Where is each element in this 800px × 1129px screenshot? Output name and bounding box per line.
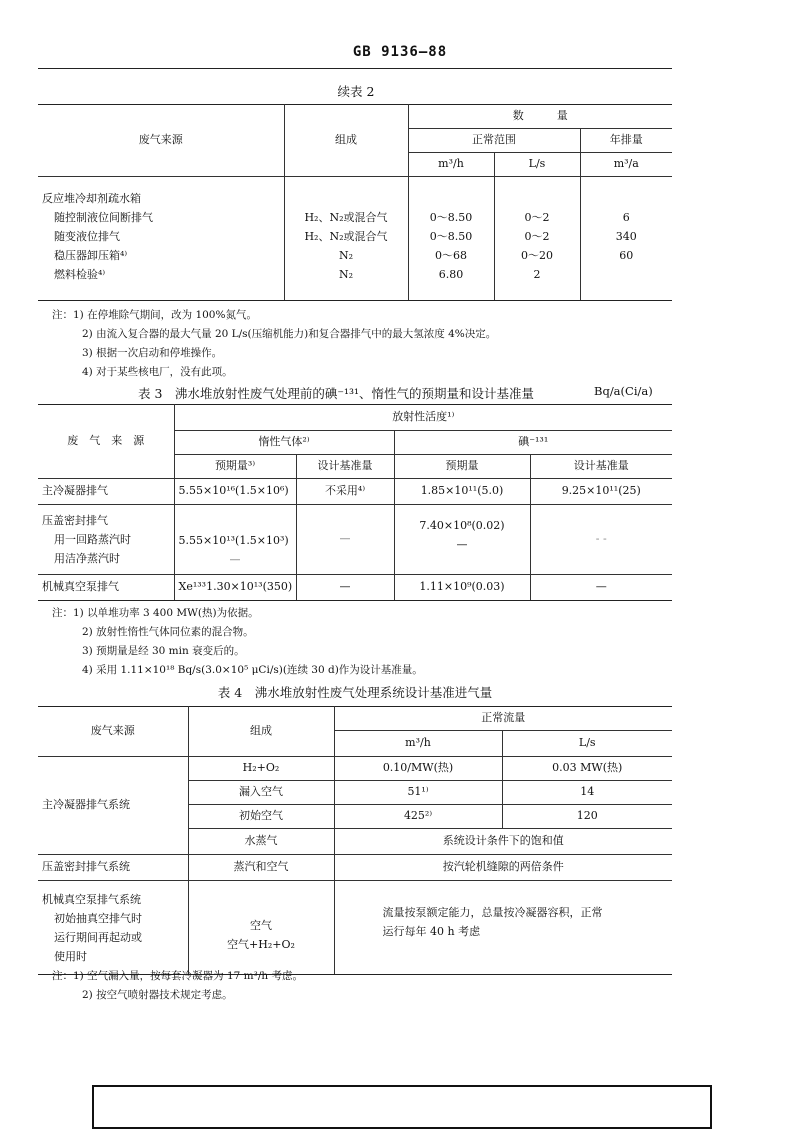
t2-row-annual: 340 (615, 230, 637, 243)
t3-row2-source-line: 用洁净蒸汽时 (54, 552, 120, 565)
t2-row-m3h: 0～68 (435, 249, 467, 262)
t2-head-annual: 年排量 (580, 129, 672, 153)
t2-row-ls: 0～2 (524, 211, 550, 224)
t4-head-flow: 正常流量 (334, 707, 672, 731)
table3-title: 表 3 沸水堆放射性废气处理前的碘⁻¹³¹、惰性气的预期量和设计基准量 (138, 386, 535, 401)
t3-head-expected: 预期量³⁾ (174, 455, 296, 479)
note: 4) 对于某些核电厂，没有此项。 (82, 366, 233, 378)
t2-row-ls: 0～2 (524, 230, 550, 243)
t3-row2-source (38, 505, 174, 575)
t4-steam-comp: 水蒸气 (188, 829, 334, 855)
t3-row2-source-line: 用一回路蒸汽时 (54, 533, 131, 546)
t3-head-source: 废 气 来 源 (38, 405, 174, 479)
t4-main-ls: 14 (502, 781, 672, 805)
t3-row2-design: — (296, 505, 394, 575)
t3-row2-expected (174, 505, 296, 575)
document-code: GB 9136—88 (352, 44, 448, 60)
t2-row-annual: 6 (622, 211, 630, 224)
t2-notes (52, 306, 496, 382)
note: 3) 预期量是经 30 min 衰变后的。 (82, 645, 245, 657)
t2-row-m3h: 6.80 (438, 268, 464, 281)
table2-title: 续表 2 (337, 84, 375, 99)
t4-steam-value: 系统设计条件下的饱和值 (334, 829, 672, 855)
table2 (38, 104, 672, 301)
t3-head-expected-iodine: 预期量 (394, 455, 530, 479)
t2-annual-column (580, 177, 672, 301)
t4-seal-value: 按汽轮机缝隙的两倍条件 (334, 855, 672, 881)
header-rule (38, 68, 672, 69)
t4-vac-source-line: 使用时 (54, 949, 87, 963)
t4-vac-source-line: 运行期间再起动或 (54, 930, 142, 944)
t3-head-activity: 放射性活度¹⁾ (174, 405, 672, 431)
t3-row2-source-line: 压盖密封排气 (42, 514, 108, 527)
t2-row-composition: H₂、N₂或混合气 (304, 211, 388, 224)
t2-unit-ls: L/s (494, 153, 580, 177)
t4-main-source: 主冷凝器排气系统 (38, 757, 188, 855)
note: 4) 采用 1.11×10¹⁸ Bq/s(3.0×10⁵ μCi/s)(连续 30 d)作为设计基准量。 (82, 664, 423, 676)
t3-row1-iodine-expected: 1.85×10¹¹(5.0) (394, 479, 530, 505)
t3-notes (52, 604, 423, 680)
t4-head-composition: 组成 (188, 707, 334, 757)
t2-row-ls: 2 (533, 268, 541, 281)
t2-row-composition: N₂ (338, 268, 354, 281)
note: 2) 放射性惰性气体同位素的混合物。 (82, 626, 254, 638)
blank-frame (92, 1085, 712, 1129)
t2-row-source: 稳压器卸压箱⁴⁾ (54, 249, 128, 262)
note: 2) 按空气喷射器技术规定考虑。 (82, 989, 233, 1001)
t2-ls-column (494, 177, 580, 301)
t4-main-comp: 初始空气 (188, 805, 334, 829)
t3-row3-expected: Xe¹³³1.30×10¹³(350) (174, 575, 296, 601)
t3-row1-iodine-design: 9.25×10¹¹(25) (530, 479, 672, 505)
t4-main-m3h: 0.10/MW(热) (334, 757, 502, 781)
t3-row2-iodine-expected (394, 505, 530, 575)
t2-source-column (38, 177, 284, 301)
table3-unit: Bq/a(Ci/a) (594, 384, 653, 398)
t2-row-composition: N₂ (338, 249, 354, 262)
t4-main-comp: 漏入空气 (188, 781, 334, 805)
t3-row3-design: — (296, 575, 394, 601)
t2-unit-m3h: m³/h (408, 153, 494, 177)
t2-row-source: 燃料检验⁴⁾ (54, 268, 106, 281)
t3-head-design: 设计基准量 (296, 455, 394, 479)
t4-main-ls: 0.03 MW(热) (502, 757, 672, 781)
t4-vac-comp-line: 空气 (250, 918, 272, 932)
t2-row-m3h: 0～8.50 (429, 211, 473, 224)
table3 (38, 404, 672, 601)
t4-vac-source-line: 初始抽真空排气时 (54, 911, 142, 925)
t3-row2-iodine-dash: — (456, 537, 468, 551)
t3-row1-source: 主冷凝器排气 (38, 479, 174, 505)
t2-row-ls: 0～20 (521, 249, 553, 262)
t2-group-label: 反应堆冷却剂疏水箱 (42, 192, 141, 205)
t4-seal-comp: 蒸汽和空气 (188, 855, 334, 881)
t4-vac-value (334, 881, 672, 975)
t3-head-iodine: 碘⁻¹³¹ (394, 431, 672, 455)
table4-title: 表 4 沸水堆放射性废气处理系统设计基准进气量 (217, 685, 493, 700)
note: 注：1) 在停堆除气期间，改为 100%氮气。 (52, 309, 257, 321)
t4-notes (52, 967, 303, 1005)
t2-head-quantity: 数 量 (408, 105, 672, 129)
t4-vac-value-line: 流量按泵额定能力，总量按冷凝器容积，正常 (382, 905, 603, 919)
table4 (38, 706, 672, 975)
t4-main-comp: H₂+O₂ (188, 757, 334, 781)
t4-vac-comp (188, 881, 334, 975)
t3-row1-design: 不采用⁴⁾ (296, 479, 394, 505)
t2-row-m3h: 0～8.50 (429, 230, 473, 243)
t2-row-source: 随变液位排气 (54, 230, 120, 243)
note: 3) 根据一次启动和停堆操作。 (82, 347, 223, 359)
t3-row2-expected-dash: — (229, 552, 241, 566)
t4-main-ls: 120 (502, 805, 672, 829)
t4-main-m3h: 425²⁾ (334, 805, 502, 829)
t3-row1-expected: 5.55×10¹⁶(1.5×10⁶) (174, 479, 296, 505)
t2-m3h-column (408, 177, 494, 301)
t4-vac-source-line: 机械真空泵排气系统 (42, 892, 141, 906)
t2-row-composition: H₂、N₂或混合气 (304, 230, 388, 243)
t4-head-source: 废气来源 (38, 707, 188, 757)
note: 2) 由流入复合器的最大气量 20 L/s(压缩机能力)和复合器排气中的最大氢浓度 4%决定。 (82, 328, 497, 340)
t3-head-design-iodine: 设计基准量 (530, 455, 672, 479)
t2-head-source: 废气来源 (38, 105, 284, 177)
t3-row3-iodine-expected: 1.11×10⁹(0.03) (394, 575, 530, 601)
t2-unit-m3a: m³/a (580, 153, 672, 177)
t4-vac-value-line: 运行每年 40 h 考虑 (382, 924, 481, 938)
t2-row-annual: 60 (619, 249, 634, 262)
t4-vac-source (38, 881, 188, 975)
t3-row2-iodine-design: - - (530, 505, 672, 575)
t2-head-composition: 组成 (284, 105, 408, 177)
t2-composition-column (284, 177, 408, 301)
t3-row3-iodine-design: — (530, 575, 672, 601)
note: 注：1) 以单堆功率 3 400 MW(热)为依据。 (52, 607, 259, 619)
t4-main-m3h: 51¹⁾ (334, 781, 502, 805)
t2-head-normal-range: 正常范围 (408, 129, 580, 153)
note: 注：1) 空气漏入量，按每套冷凝器为 17 m³/h 考虑。 (52, 970, 303, 982)
t3-head-inert: 惰性气体²⁾ (174, 431, 394, 455)
t4-unit-m3h: m³/h (334, 731, 502, 757)
t2-row-source: 随控制液位间断排气 (54, 211, 153, 224)
t3-row2-iodine-value: 7.40×10⁸(0.02) (419, 518, 505, 532)
t3-row3-source: 机械真空泵排气 (38, 575, 174, 601)
t4-vac-comp-line: 空气+H₂+O₂ (227, 937, 295, 951)
t3-row2-expected-value: 5.55×10¹³(1.5×10³) (178, 533, 289, 547)
t4-seal-source: 压盖密封排气系统 (38, 855, 188, 881)
t4-unit-ls: L/s (502, 731, 672, 757)
